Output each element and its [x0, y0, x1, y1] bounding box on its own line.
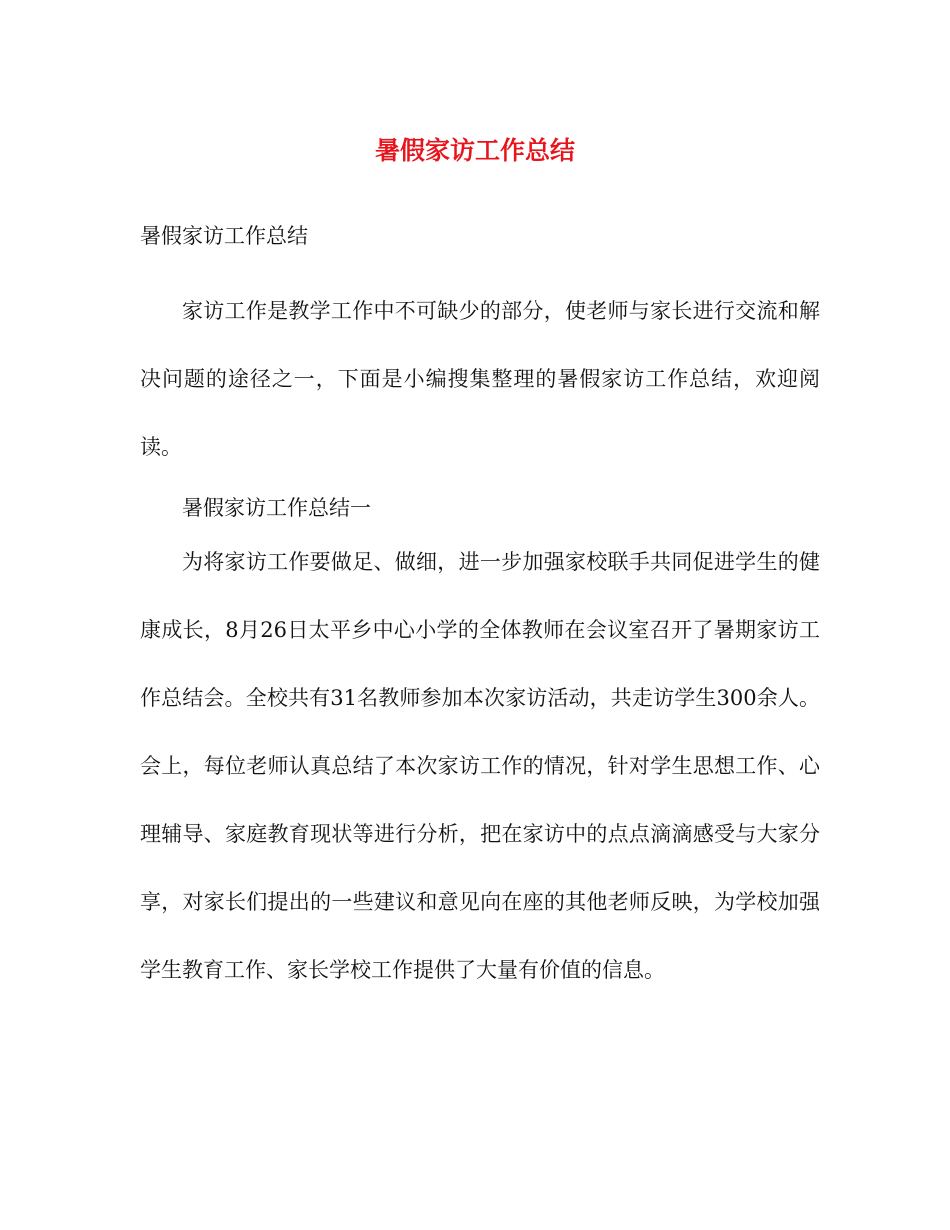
section-heading: 暑假家访工作总结一 — [182, 496, 371, 520]
document-title: 暑假家访工作总结 — [374, 136, 575, 165]
intro-paragraph: 家访工作是教学工作中不可缺少的部分，使老师与家长进行交流和解决问题的途径之一，下面是小编搜集整理的暑假家访工作总结，欢迎阅读。 — [140, 299, 820, 459]
body-paragraph: 为将家访工作要做足、做细，进一步加强家校联手共同促进学生的健康成长，8月26日太平乡中心小学的全体教师在会议室召开了暑期家访工作总结会。全校共有31名教师参加本次家访活动，共走访学生300余人。会上，每位老师认真总结了本次家访工作的情况，针对学生思想工作、心理辅导、家庭教育现状等进行分析，把在家访中的点点滴滴感受与大家分享，对家长们提出的一些建议和意见向在座的其他老师反映，为学校加强学生教育工作、家长学校工作提供了大量有价值的信息。 — [140, 550, 820, 982]
document-subheading: 暑假家访工作总结 — [140, 224, 308, 248]
